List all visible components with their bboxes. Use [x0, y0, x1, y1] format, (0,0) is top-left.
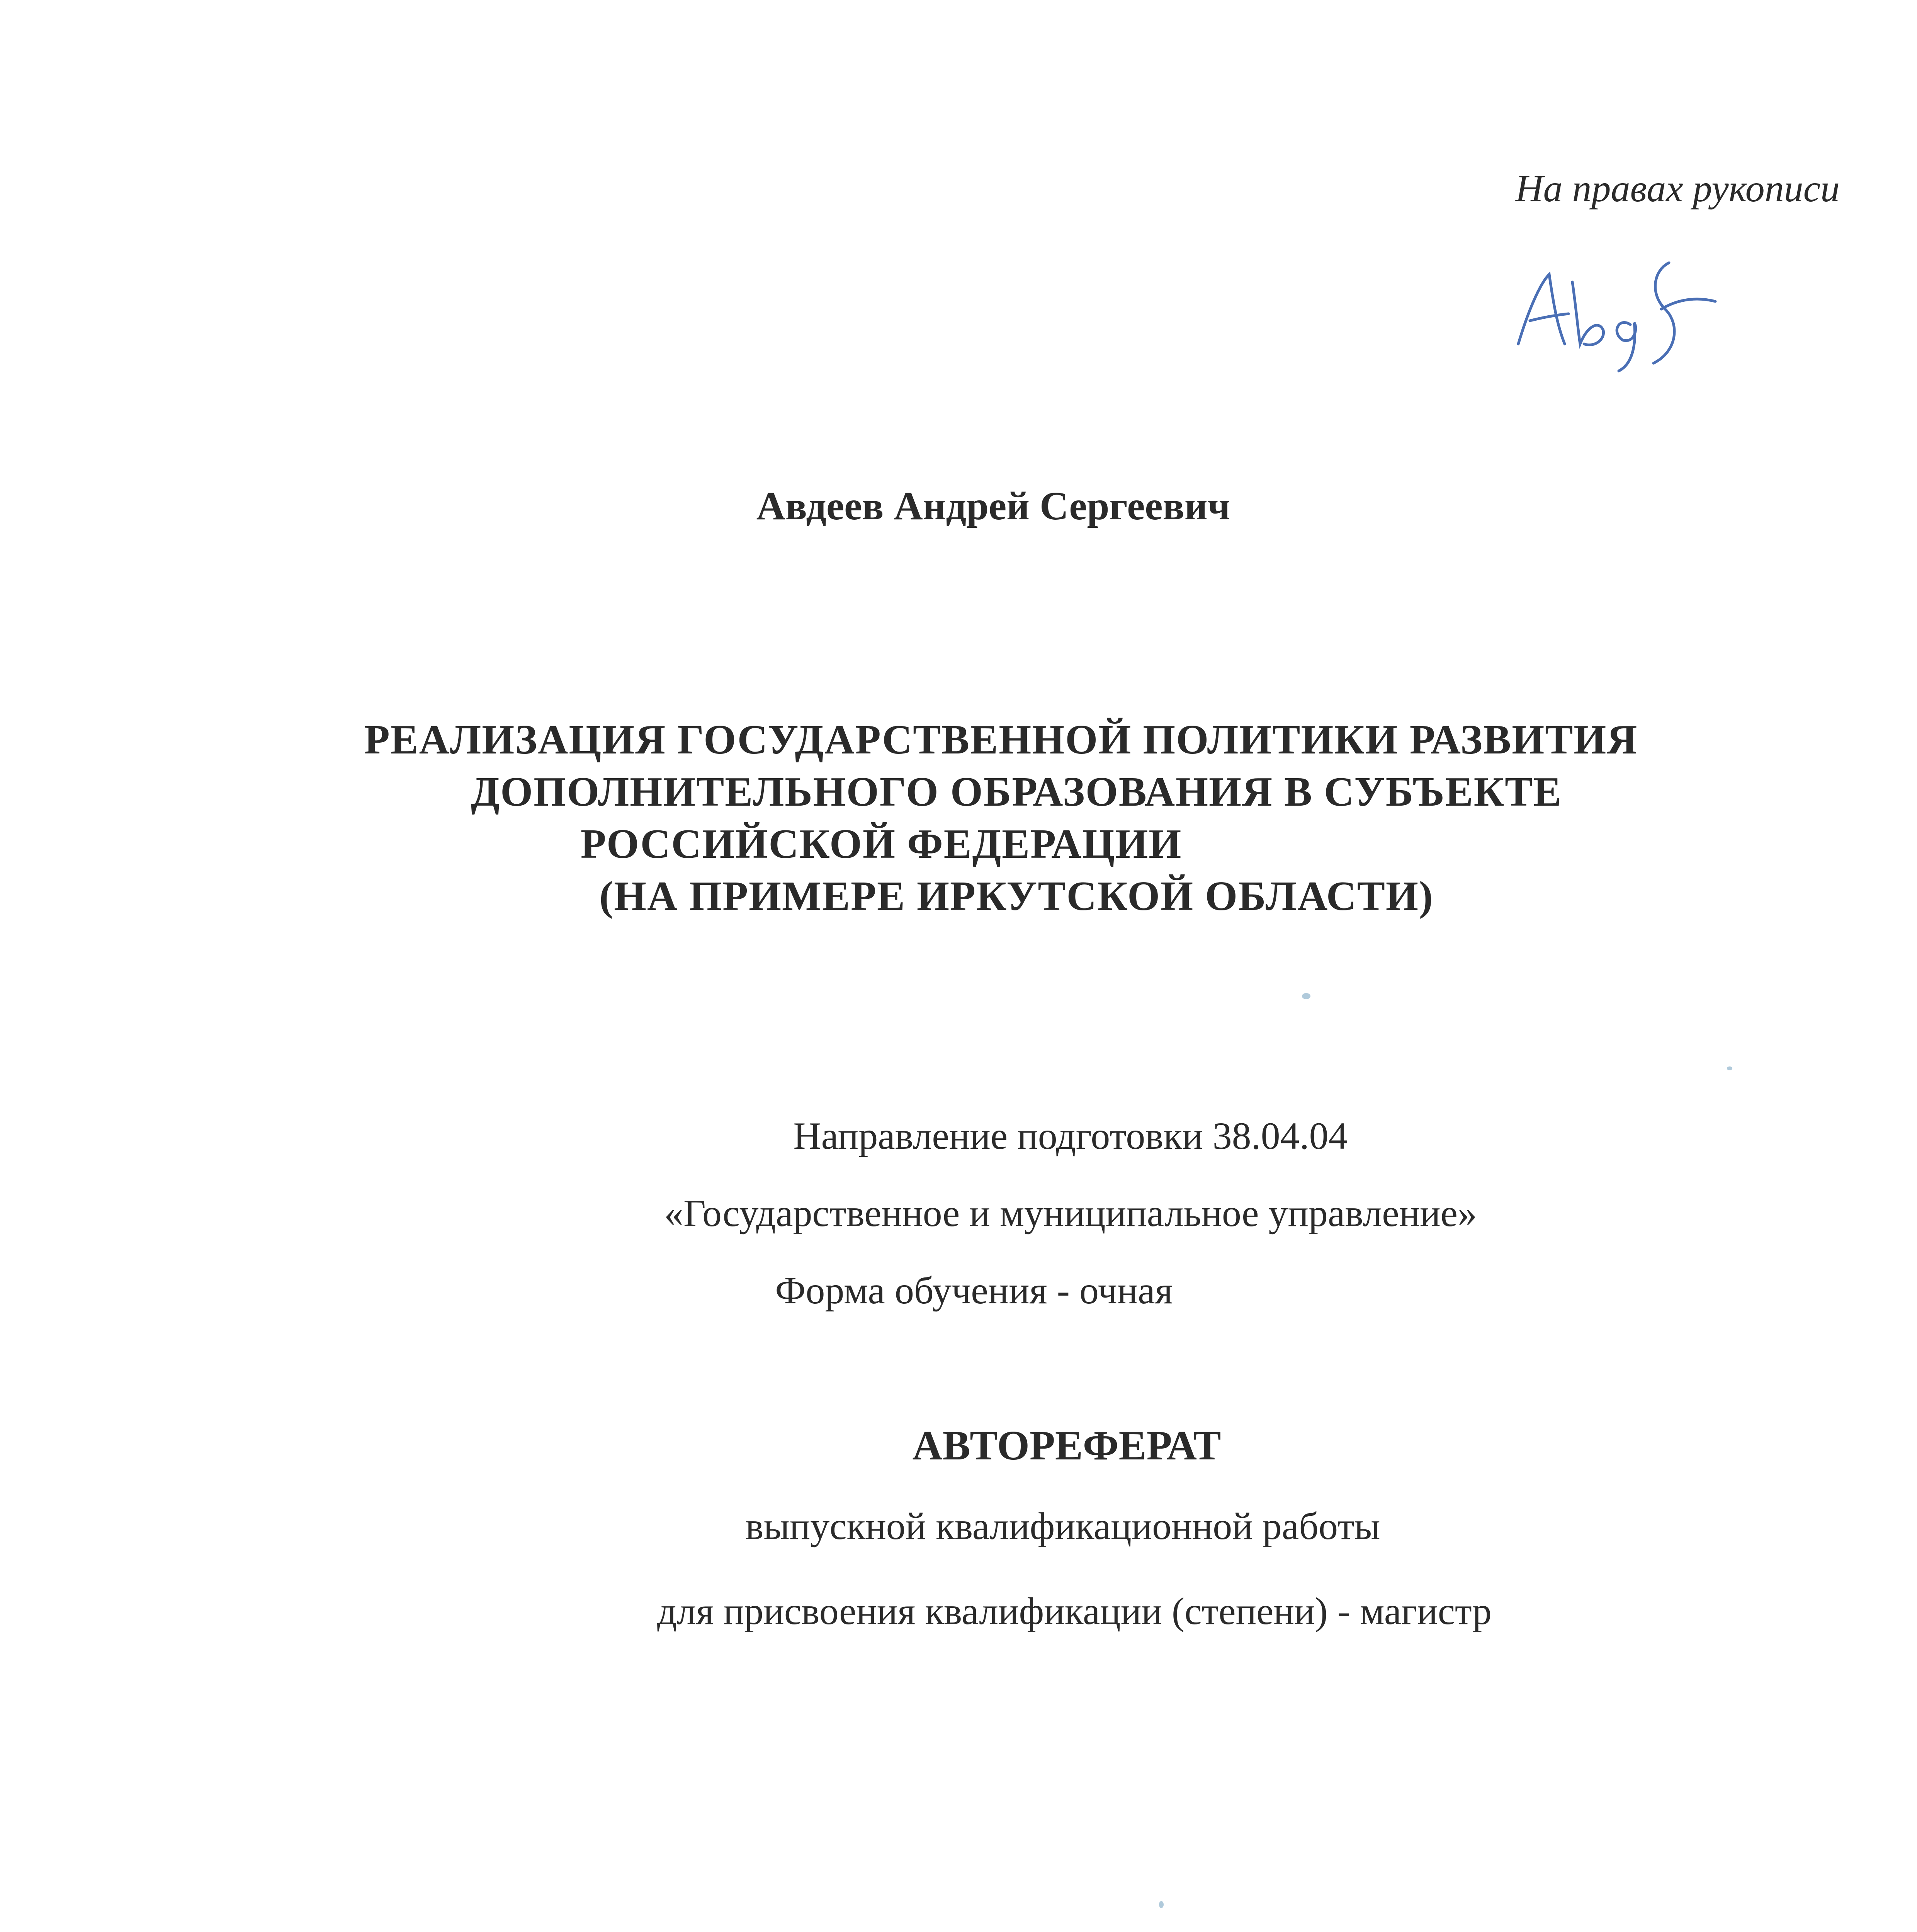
study-form: Форма обучения - очная [775, 1269, 1173, 1312]
scan-speck [1159, 1901, 1164, 1908]
thesis-title-line-4: (НА ПРИМЕРЕ ИРКУТСКОЙ ОБЛАСТИ) [599, 873, 1434, 919]
scan-speck [1727, 1066, 1732, 1070]
handwritten-signature [1507, 247, 1723, 375]
program-direction: Направление подготовки 38.04.04 [793, 1114, 1348, 1157]
manuscript-note: На правах рукописи [1515, 167, 1840, 210]
author-name: Авдеев Андрей Сергеевич [756, 484, 1230, 528]
abstract-description-line-2: для присвоения квалификации (степени) - магистр [657, 1590, 1492, 1633]
program-name: «Государственное и муниципальное управление» [664, 1192, 1477, 1235]
abstract-heading: АВТОРЕФЕРАТ [912, 1423, 1221, 1469]
scan-speck [1302, 993, 1310, 999]
thesis-title-line-3: РОССИЙСКОЙ ФЕДЕРАЦИИ [580, 821, 1182, 867]
abstract-description-line-1: выпускной квалификационной работы [745, 1505, 1380, 1548]
thesis-title-line-1: РЕАЛИЗАЦИЯ ГОСУДАРСТВЕННОЙ ПОЛИТИКИ РАЗВИТИЯ [364, 717, 1638, 763]
thesis-title-line-2: ДОПОЛНИТЕЛЬНОГО ОБРАЗОВАНИЯ В СУБЪЕКТЕ [471, 769, 1562, 815]
